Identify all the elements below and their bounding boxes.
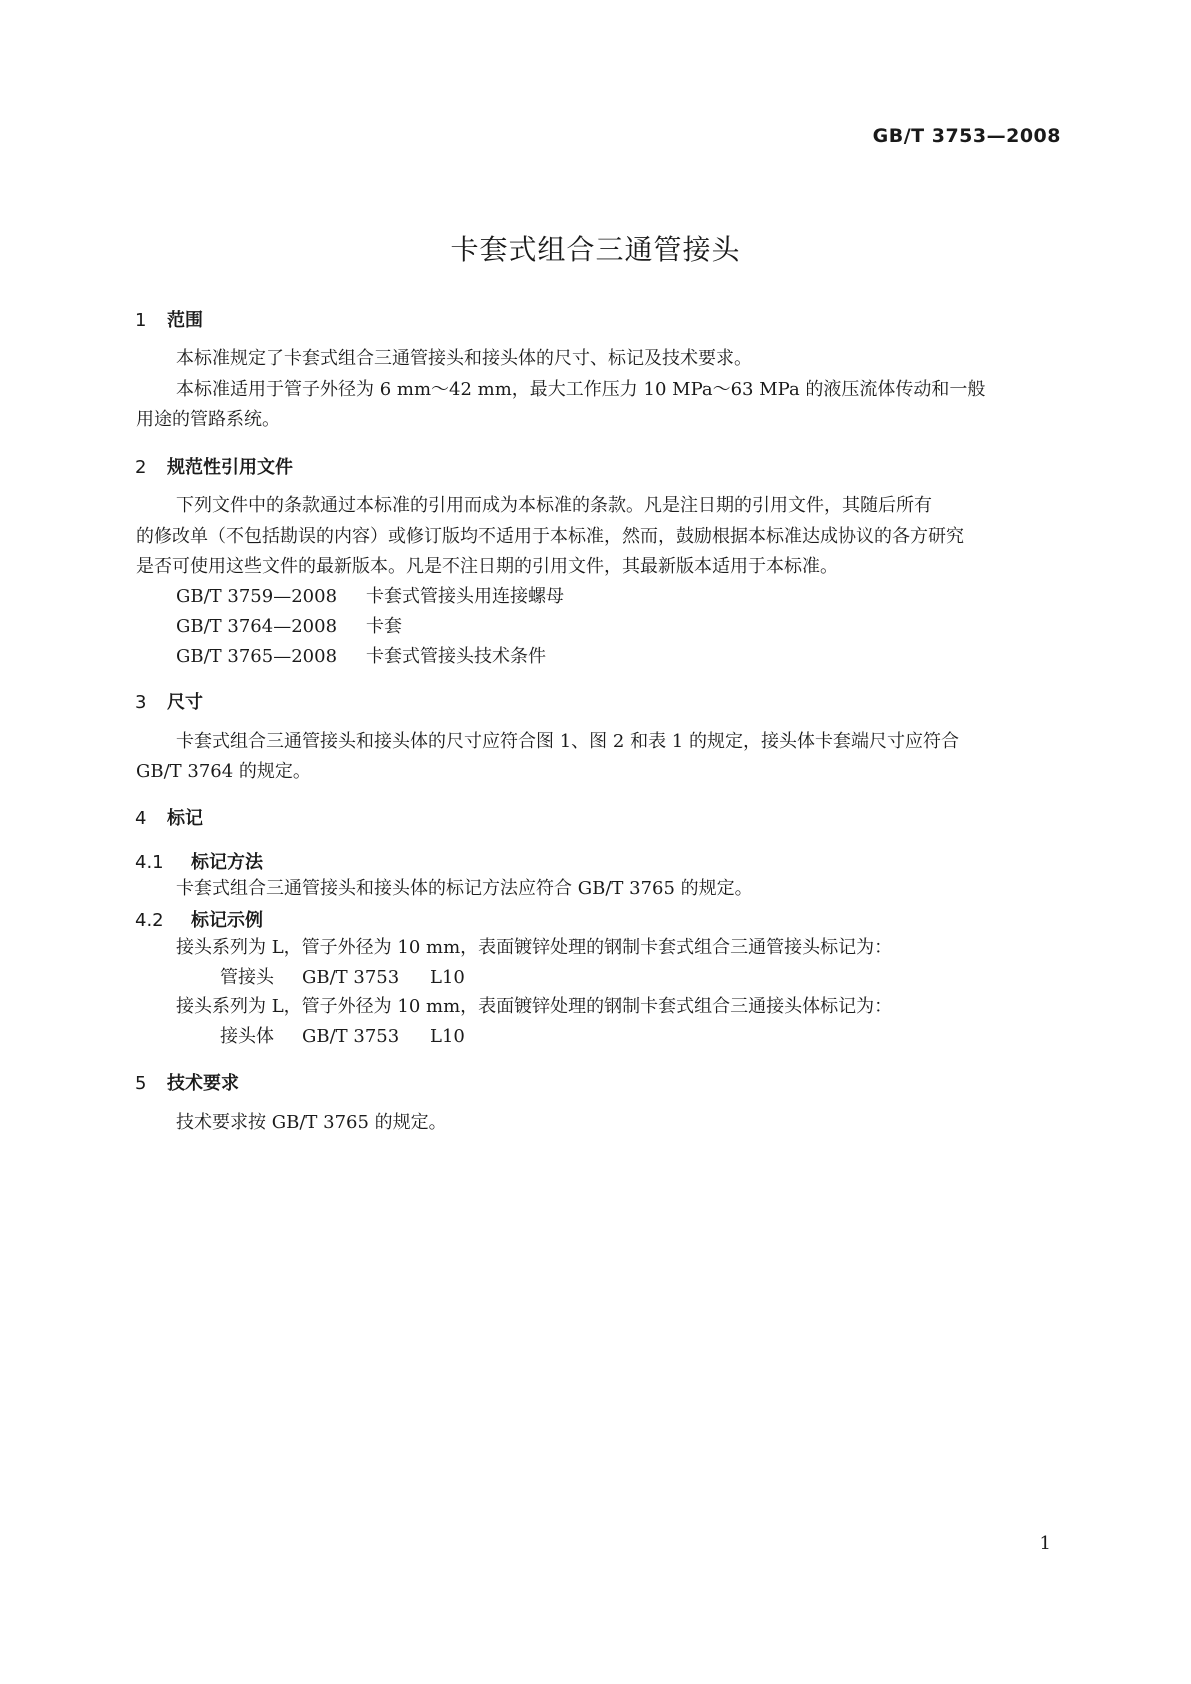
section-number: 4 xyxy=(135,808,147,829)
marking-mark: L10 xyxy=(430,1026,465,1047)
s4-1-paragraph: 卡套式组合三通管接头和接头体的标记方法应符合 GB/T 3765 的规定。 xyxy=(176,878,753,899)
section-title: 范围 xyxy=(167,310,203,331)
reference-item xyxy=(176,641,1056,672)
section-title: 技术要求 xyxy=(167,1073,239,1094)
s4-2-example-1-text: 接头系列为 L，管子外径为 10 mm，表面镀锌处理的钢制卡套式组合三通管接头标记为： xyxy=(176,937,893,958)
reference-item xyxy=(176,611,1056,642)
section-number: 4.1 xyxy=(135,852,164,873)
section-title: 标记方法 xyxy=(191,852,263,873)
s3-paragraph-line-1: 卡套式组合三通管接头和接头体的尺寸应符合图 1、图 2 和表 1 的规定，接头体卡套端尺寸应符合 xyxy=(176,731,959,752)
section-number: 2 xyxy=(135,457,147,478)
section-number: 4.2 xyxy=(135,910,164,931)
reference-name: 卡套 xyxy=(366,616,402,637)
section-number: 3 xyxy=(135,692,147,713)
marking-label: 接头体 xyxy=(220,1026,274,1047)
s5-paragraph: 技术要求按 GB/T 3765 的规定。 xyxy=(176,1112,447,1133)
section-title: 标记示例 xyxy=(191,910,263,931)
reference-name: 卡套式管接头技术条件 xyxy=(366,646,546,667)
marking-example-1 xyxy=(220,962,1100,993)
section-number: 5 xyxy=(135,1073,147,1094)
section-title: 标记 xyxy=(167,808,203,829)
s1-paragraph-2-line-2: 用途的管路系统。 xyxy=(136,409,280,430)
marking-code: GB/T 3753 xyxy=(302,1026,400,1047)
marking-mark: L10 xyxy=(430,967,465,988)
document-title: 卡套式组合三通管接头 xyxy=(450,233,741,266)
s1-paragraph-2-line-1: 本标准适用于管子外径为 6 mm～42 mm，最大工作压力 10 MPa～63 MPa 的液压流体传动和一般 xyxy=(176,379,986,400)
section-1-heading xyxy=(135,306,203,332)
s2-paragraph-line-3: 是否可使用这些文件的最新版本。凡是不注日期的引用文件，其最新版本适用于本标准。 xyxy=(136,556,838,577)
section-title: 尺寸 xyxy=(167,692,203,713)
reference-item xyxy=(176,581,1056,612)
section-2-heading xyxy=(135,453,293,479)
reference-code: GB/T 3759—2008 xyxy=(176,586,338,607)
section-4-1-heading xyxy=(135,848,263,874)
marking-code: GB/T 3753 xyxy=(302,967,400,988)
marking-example-2 xyxy=(220,1021,1100,1052)
section-4-heading xyxy=(135,804,203,830)
s1-paragraph-1: 本标准规定了卡套式组合三通管接头和接头体的尺寸、标记及技术要求。 xyxy=(176,348,752,369)
section-title: 规范性引用文件 xyxy=(167,457,293,478)
marking-label: 管接头 xyxy=(220,967,274,988)
reference-code: GB/T 3765—2008 xyxy=(176,646,338,667)
section-number: 1 xyxy=(135,310,147,331)
s2-paragraph-line-1: 下列文件中的条款通过本标准的引用而成为本标准的条款。凡是注日期的引用文件，其随后所有 xyxy=(176,495,932,516)
reference-code: GB/T 3764—2008 xyxy=(176,616,338,637)
s3-paragraph-line-2: GB/T 3764 的规定。 xyxy=(136,761,311,782)
page-number: 1 xyxy=(1039,1533,1051,1554)
section-5-heading xyxy=(135,1069,239,1095)
s4-2-example-2-text: 接头系列为 L，管子外径为 10 mm，表面镀锌处理的钢制卡套式组合三通接头体标记为： xyxy=(176,996,893,1017)
standard-number: GB/T 3753—2008 xyxy=(872,125,1061,147)
s2-paragraph-line-2: 的修改单（不包括勘误的内容）或修订版均不适用于本标准，然而，鼓励根据本标准达成协议的各方研究 xyxy=(136,526,964,547)
section-4-2-heading xyxy=(135,906,263,932)
reference-name: 卡套式管接头用连接螺母 xyxy=(366,586,564,607)
section-3-heading xyxy=(135,688,203,714)
